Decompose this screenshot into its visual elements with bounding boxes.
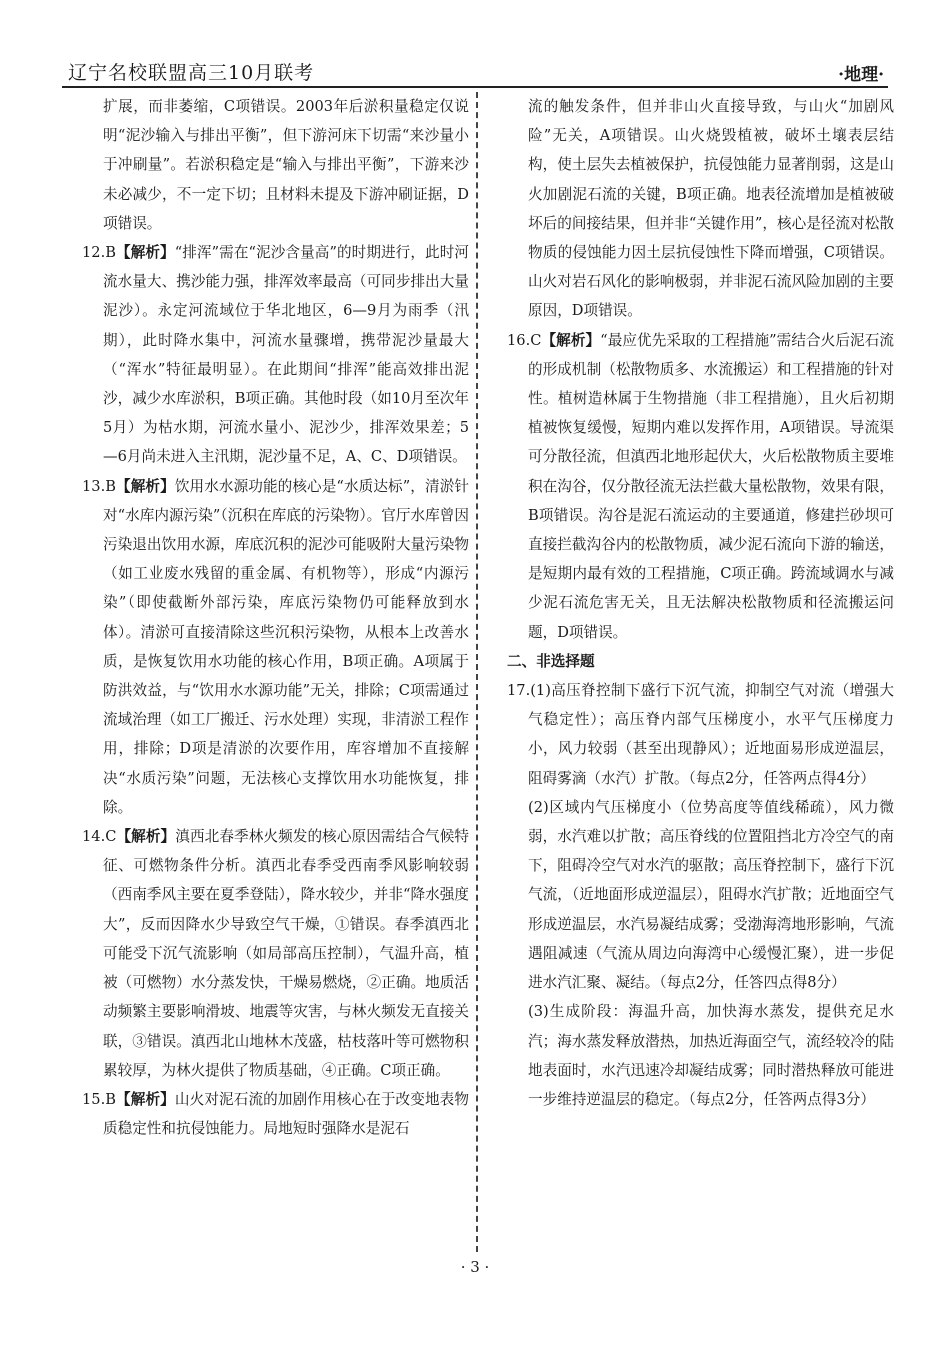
question-number: 15.B: [82, 1090, 116, 1108]
left-column: [82, 92, 469, 1143]
answer-text: 饮用水水源功能的核心是“水质达标”，清淤针对“水库内源污染”（沉积在库底的污染物）。官厅水库曾因污染退出饮用水源，库底沉积的泥沙可能吸附大量污染物（如工业废水残留的重金属、有机物等），形成“内源污染”（即使截断外部污染，库底污染物仍可能释放到水体）。清淤可直接清除这些沉积污染物，从根本上改善水质，是恢复饮用水功能的核心作用，B项正确。A项属于防洪效益，与“饮用水水源功能”无关，排除；C项需通过流域治理（如工厂搬迁、污水处理）实现，非清淤工程作用，排除；D项是清淤的次要作用，库容增加不直接解决“水质污染”问题，无法核心支撑饮用水功能恢复，排除。: [103, 477, 469, 816]
answer-item-17-part-2: (2)区域内气压梯度小（位势高度等值线稀疏），风力微弱，水汽难以扩散；高压脊线的位置阻挡北方冷空气的南下，阻碍冷空气对水汽的驱散；高压脊控制下，盛行下沉气流，（近地面形成逆温层），阻碍水汽扩散；近地面空气形成逆温层，水汽易凝结成雾；受渤海湾地形影响，气流遇阻减速（气流从周边向海湾中心缓慢汇聚），进一步促进水汽汇聚、凝结。（每点2分，任答四点得8分）: [528, 798, 894, 992]
question-number: 17.: [507, 682, 531, 700]
answer-item-16: [507, 326, 894, 647]
page-number: · 3 ·: [460, 1258, 490, 1276]
analysis-tag: 【解析】: [116, 828, 176, 846]
answer-text: “最应优先采取的工程措施”需结合火后泥石流的形成机制（松散物质多、水流搬运）和工程措施的针对性。植树造林属于生物措施（非工程措施），且火后初期植被恢复缓慢，短期内难以发挥作用，A项错误。导流渠可分散径流，但滇西北地形起伏大，火后松散物质主要堆积在沟谷，仅分散径流无法拦截大量松散物，效果有限，B项错误。沟谷是泥石流运动的主要通道，修建拦砂坝可直接拦截沟谷内的松散物质，减少泥石流向下游的输送，是短期内最有效的工程措施，C项正确。跨流域调水与减少泥石流危害无关，且无法解决松散物质和径流搬运问题，D项错误。: [528, 331, 894, 641]
answer-item-15: [82, 1085, 469, 1143]
answer-item-17: [507, 676, 894, 793]
section-heading: 二、非选择题: [507, 652, 595, 670]
answer-item-13: [82, 472, 469, 822]
analysis-tag: 【解析】: [541, 331, 601, 349]
answer-text: 山火对泥石流的加剧作用核心在于改变地表物质稳定性和抗侵蚀能力。局地短时强降水是泥石: [103, 1090, 469, 1138]
right-column: [507, 92, 894, 1114]
subject-label: ·地理·: [838, 65, 884, 85]
answer-text: (1)高压脊控制下盛行下沉气流，抑制空气对流（增强大气稳定性）；高压脊内部气压梯度小，水平气压梯度力小，风力较弱（甚至出现静风）；近地面易形成逆温层，阻碍雾滴（水汽）扩散。（每点2分，任答两点得4分）: [528, 682, 894, 787]
question-number: 13.B: [82, 477, 116, 495]
answer-text: 滇西北春季林火频发的核心原因需结合气候特征、可燃物条件分析。滇西北春季受西南季风影响较弱（西南季风主要在夏季登陆），降水较少，并非“降水强度大”，反而因降水少导致空气干燥，①错误。春季滇西北可能受下沉气流影响（如局部高压控制），气温升高，植被（可燃物）水分蒸发快，干燥易燃烧，②正确。地质活动频繁主要影响滑坡、地震等灾害，与林火频发无直接关联，③错误。滇西北山地林木茂盛，枯枝落叶等可燃物积累较厚，为林火提供了物质基础，④正确。C项正确。: [103, 828, 469, 1079]
continued-paragraph: 流的触发条件，但并非山火直接导致，与山火“加剧风险”无关，A项错误。山火烧毁植被，破坏土壤表层结构，使土层失去植被保护，抗侵蚀能力显著削弱，这是山火加剧泥石流的关键，B项正确。地表径流增加是植被破坏后的间接结果，但并非“关键作用”，核心是径流对松散物质的侵蚀能力因土层抗侵蚀性下降而增强，C项错误。山火对岩石风化的影响极弱，并非泥石流风险加剧的主要原因，D项错误。: [528, 98, 894, 320]
analysis-tag: 【解析】: [115, 477, 175, 495]
question-number: 12.B: [82, 244, 116, 262]
answer-item-17-part-3: (3)生成阶段：海温升高，加快海水蒸发，提供充足水汽；海水蒸发释放潜热，加热近海面空气，流经较冷的陆地表面时，水汽迅速冷却凝结成雾；同时潜热释放可能进一步维持逆温层的稳定。（每点2分，任答两点得3分）: [528, 1003, 894, 1108]
answer-text: “排浑”需在“泥沙含量高”的时期进行，此时河流水量大、携沙能力强，排浑效率最高（可同步排出大量泥沙）。永定河流域位于华北地区，6—9月为雨季（汛期），此时降水集中，河流水量骤增，携带泥沙量最大（“浑水”特征最明显）。在此期间“排浑”能高效排出泥沙，减少水库淤积，B项正确。其他时段（如10月至次年5月）为枯水期，河流水量小、泥沙少，排浑效果差；5—6月尚未进入主汛期，泥沙量不足，A、C、D项错误。: [103, 244, 469, 466]
question-number: 16.C: [507, 331, 542, 349]
answer-item-12: [82, 238, 469, 472]
answer-item-14: [82, 822, 469, 1085]
analysis-tag: 【解析】: [115, 244, 175, 262]
continued-paragraph: 扩展，而非萎缩，C项错误。2003年后淤积量稳定仅说明“泥沙输入与排出平衡”，但下游河床下切需“来沙量小于冲刷量”。若淤积稳定是“输入与排出平衡”，下游来沙未必减少，不一定下切；且材料未提及下游冲刷证据，D项错误。: [103, 98, 469, 232]
question-number: 14.C: [82, 828, 117, 846]
column-divider: [476, 92, 478, 1252]
page-header: [62, 56, 888, 88]
analysis-tag: 【解析】: [115, 1090, 175, 1108]
exam-title: 辽宁名校联盟高三10月联考: [68, 62, 315, 84]
